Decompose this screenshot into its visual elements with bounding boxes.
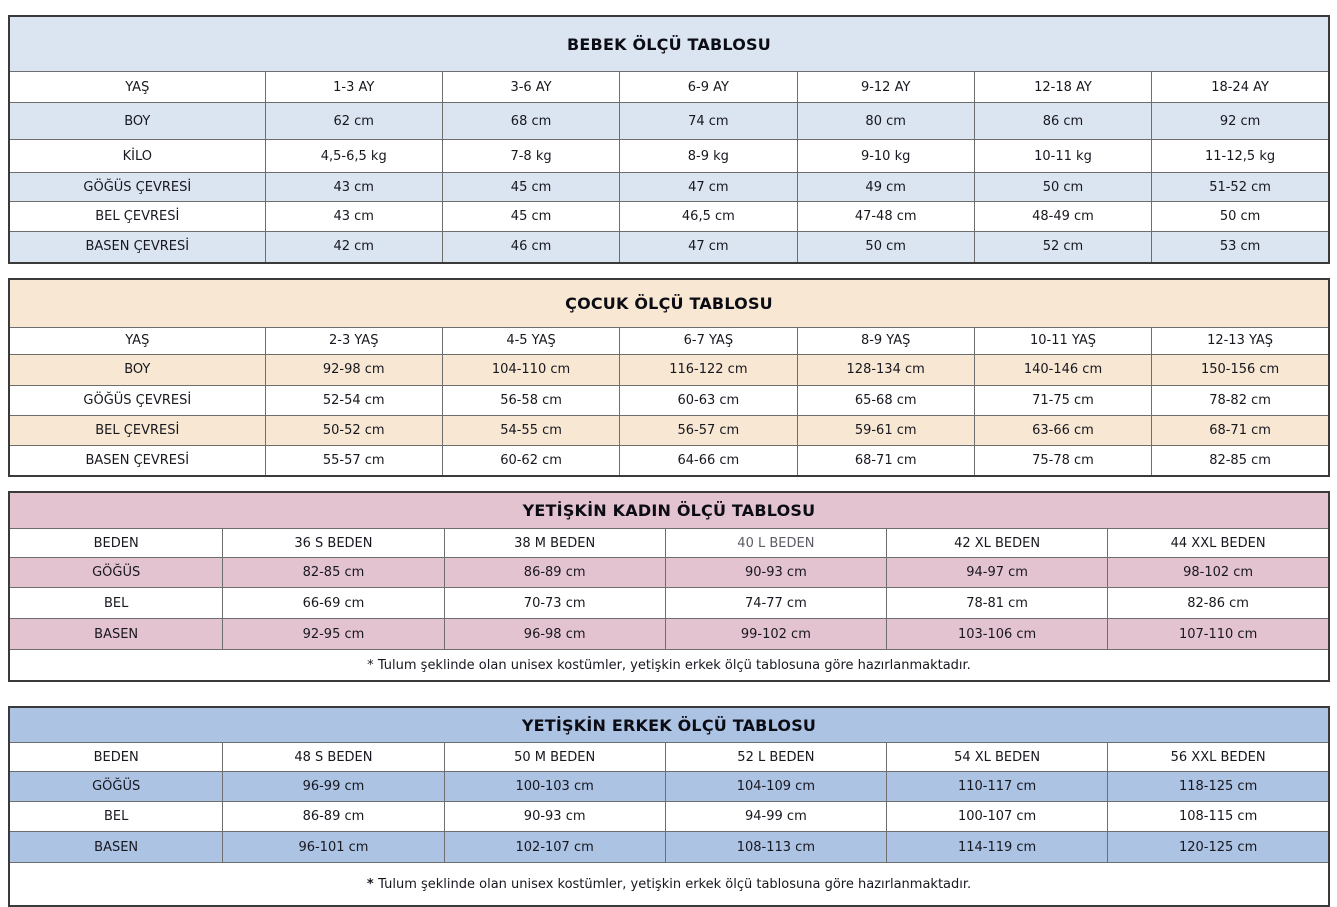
row-value: 46,5 cm [620,202,797,232]
table-row [9,619,1329,650]
row-value: 38 M BEDEN [444,529,665,558]
row-value: 7-8 kg [442,140,619,173]
row-value: 42 cm [265,232,442,263]
row-value: 9-10 kg [797,140,974,173]
row-value: 60-63 cm [620,385,797,415]
row-value: 94-99 cm [665,802,886,832]
row-value: 78-82 cm [1152,385,1329,415]
row-value: 43 cm [265,173,442,202]
row-value: 46 cm [442,232,619,263]
kadin-size-table [8,491,1330,682]
table-note-row [9,650,1329,682]
row-value: 9-12 AY [797,72,974,103]
note-asterisk: * [367,657,378,673]
row-label: GÖĞÜS [9,772,223,802]
row-value: 12-13 YAŞ [1152,327,1329,354]
row-value: 62 cm [265,103,442,140]
row-value: 86-89 cm [444,558,665,588]
row-value: 116-122 cm [620,354,797,385]
row-label: BASEN ÇEVRESİ [9,445,265,476]
table-note: * Tulum şeklinde olan unisex kostümler, yetişkin erkek ölçü tablosuna göre hazırlanmaktadır. [9,863,1329,907]
row-value: 4-5 YAŞ [442,327,619,354]
row-value: 114-119 cm [886,832,1107,863]
row-value: 82-85 cm [1152,445,1329,476]
row-value: 52-54 cm [265,385,442,415]
row-value: 74-77 cm [665,588,886,619]
row-value: 140-146 cm [974,354,1151,385]
table-row [9,588,1329,619]
row-value: 59-61 cm [797,415,974,445]
row-label: BEL ÇEVRESİ [9,415,265,445]
table-row [9,415,1329,445]
row-label: GÖĞÜS [9,558,223,588]
cocuk-size-table [8,278,1330,478]
row-value: 86 cm [974,103,1151,140]
row-value: 51-52 cm [1152,173,1329,202]
row-value: 120-125 cm [1108,832,1329,863]
row-value: 71-75 cm [974,385,1151,415]
table-title: ÇOCUK ÖLÇÜ TABLOSU [9,279,1329,328]
row-value: 54-55 cm [442,415,619,445]
table-row [9,232,1329,263]
row-value: 94-97 cm [886,558,1107,588]
row-value: 107-110 cm [1108,619,1329,650]
row-value: 10-11 YAŞ [974,327,1151,354]
row-label: BASEN [9,832,223,863]
row-value: 47 cm [620,232,797,263]
row-value: 104-110 cm [442,354,619,385]
row-value: 1-3 AY [265,72,442,103]
table-row [9,743,1329,772]
table-title-row [9,16,1329,72]
row-value: 99-102 cm [665,619,886,650]
row-value: 78-81 cm [886,588,1107,619]
row-value: 128-134 cm [797,354,974,385]
row-value: 44 XXL BEDEN [1108,529,1329,558]
row-value: 96-99 cm [223,772,444,802]
row-value: 56-57 cm [620,415,797,445]
table-row [9,327,1329,354]
row-value: 53 cm [1152,232,1329,263]
row-value: 18-24 AY [1152,72,1329,103]
row-label: BASEN ÇEVRESİ [9,232,265,263]
row-label: BOY [9,354,265,385]
row-value: 55-57 cm [265,445,442,476]
table-row [9,72,1329,103]
row-value: 70-73 cm [444,588,665,619]
row-value: 103-106 cm [886,619,1107,650]
table-row [9,173,1329,202]
note-asterisk: * [366,876,379,892]
row-value: 80 cm [797,103,974,140]
table-row [9,558,1329,588]
bebek-size-table [8,15,1330,264]
row-label: BEL [9,588,223,619]
row-label: GÖĞÜS ÇEVRESİ [9,173,265,202]
row-value: 92 cm [1152,103,1329,140]
row-value: 10-11 kg [974,140,1151,173]
row-value: 6-9 AY [620,72,797,103]
table-row [9,385,1329,415]
row-value: 68-71 cm [797,445,974,476]
row-value: 90-93 cm [665,558,886,588]
row-value: 45 cm [442,173,619,202]
row-label: BEL ÇEVRESİ [9,202,265,232]
row-value: 64-66 cm [620,445,797,476]
row-label: KİLO [9,140,265,173]
row-value: 108-113 cm [665,832,886,863]
row-value: 50 cm [797,232,974,263]
row-label: BEL [9,802,223,832]
row-value: 50-52 cm [265,415,442,445]
row-value: 110-117 cm [886,772,1107,802]
row-value: 3-6 AY [442,72,619,103]
row-value: 102-107 cm [444,832,665,863]
table-row [9,354,1329,385]
row-value: 75-78 cm [974,445,1151,476]
row-value: 150-156 cm [1152,354,1329,385]
row-value: 45 cm [442,202,619,232]
row-value: 52 L BEDEN [665,743,886,772]
row-value: 48-49 cm [974,202,1151,232]
row-value: 74 cm [620,103,797,140]
row-value: 60-62 cm [442,445,619,476]
table-note-row [9,863,1329,907]
row-value: 96-98 cm [444,619,665,650]
row-value: 52 cm [974,232,1151,263]
row-value: 82-85 cm [223,558,444,588]
row-value: 56 XXL BEDEN [1108,743,1329,772]
row-value: 104-109 cm [665,772,886,802]
row-value: 96-101 cm [223,832,444,863]
table-title-row [9,707,1329,743]
row-label: YAŞ [9,72,265,103]
row-value: 12-18 AY [974,72,1151,103]
row-value: 36 S BEDEN [223,529,444,558]
row-value: 50 cm [1152,202,1329,232]
row-value: 50 cm [974,173,1151,202]
row-label: YAŞ [9,327,265,354]
row-value: 48 S BEDEN [223,743,444,772]
row-label: BASEN [9,619,223,650]
erkek-size-table [8,706,1330,907]
table-row [9,103,1329,140]
row-value: 50 M BEDEN [444,743,665,772]
table-title: YETİŞKİN ERKEK ÖLÇÜ TABLOSU [9,707,1329,743]
table-title-row [9,279,1329,328]
row-value: 92-95 cm [223,619,444,650]
row-label: BEDEN [9,529,223,558]
table-title: BEBEK ÖLÇÜ TABLOSU [9,16,1329,72]
row-value: 90-93 cm [444,802,665,832]
row-value: 47 cm [620,173,797,202]
row-value: 118-125 cm [1108,772,1329,802]
row-value: 8-9 kg [620,140,797,173]
row-value: 6-7 YAŞ [620,327,797,354]
row-label: BOY [9,103,265,140]
row-value: 66-69 cm [223,588,444,619]
table-row [9,832,1329,863]
row-value: 54 XL BEDEN [886,743,1107,772]
table-row [9,772,1329,802]
table-note: * Tulum şeklinde olan unisex kostümler, yetişkin erkek ölçü tablosuna göre hazırlanmaktadır. [9,650,1329,682]
row-value: 92-98 cm [265,354,442,385]
row-value: 49 cm [797,173,974,202]
row-value: 68-71 cm [1152,415,1329,445]
row-value: 4,5-6,5 kg [265,140,442,173]
row-value: 56-58 cm [442,385,619,415]
table-spacer [8,477,1330,491]
row-value: 65-68 cm [797,385,974,415]
row-value: 11-12,5 kg [1152,140,1329,173]
table-title-row [9,492,1329,529]
row-value: 98-102 cm [1108,558,1329,588]
size-tables-container [8,15,1330,907]
table-row [9,140,1329,173]
row-value: 43 cm [265,202,442,232]
row-value: 100-107 cm [886,802,1107,832]
row-value: 40 L BEDEN [665,529,886,558]
row-value: 86-89 cm [223,802,444,832]
table-row [9,202,1329,232]
row-value: 68 cm [442,103,619,140]
table-spacer [8,682,1330,706]
row-label: BEDEN [9,743,223,772]
row-value: 42 XL BEDEN [886,529,1107,558]
row-value: 82-86 cm [1108,588,1329,619]
row-value: 63-66 cm [974,415,1151,445]
table-row [9,529,1329,558]
row-value: 47-48 cm [797,202,974,232]
row-value: 108-115 cm [1108,802,1329,832]
row-label: GÖĞÜS ÇEVRESİ [9,385,265,415]
row-value: 100-103 cm [444,772,665,802]
row-value: 2-3 YAŞ [265,327,442,354]
table-row [9,445,1329,476]
table-title: YETİŞKİN KADIN ÖLÇÜ TABLOSU [9,492,1329,529]
table-spacer [8,264,1330,278]
row-value: 8-9 YAŞ [797,327,974,354]
table-row [9,802,1329,832]
